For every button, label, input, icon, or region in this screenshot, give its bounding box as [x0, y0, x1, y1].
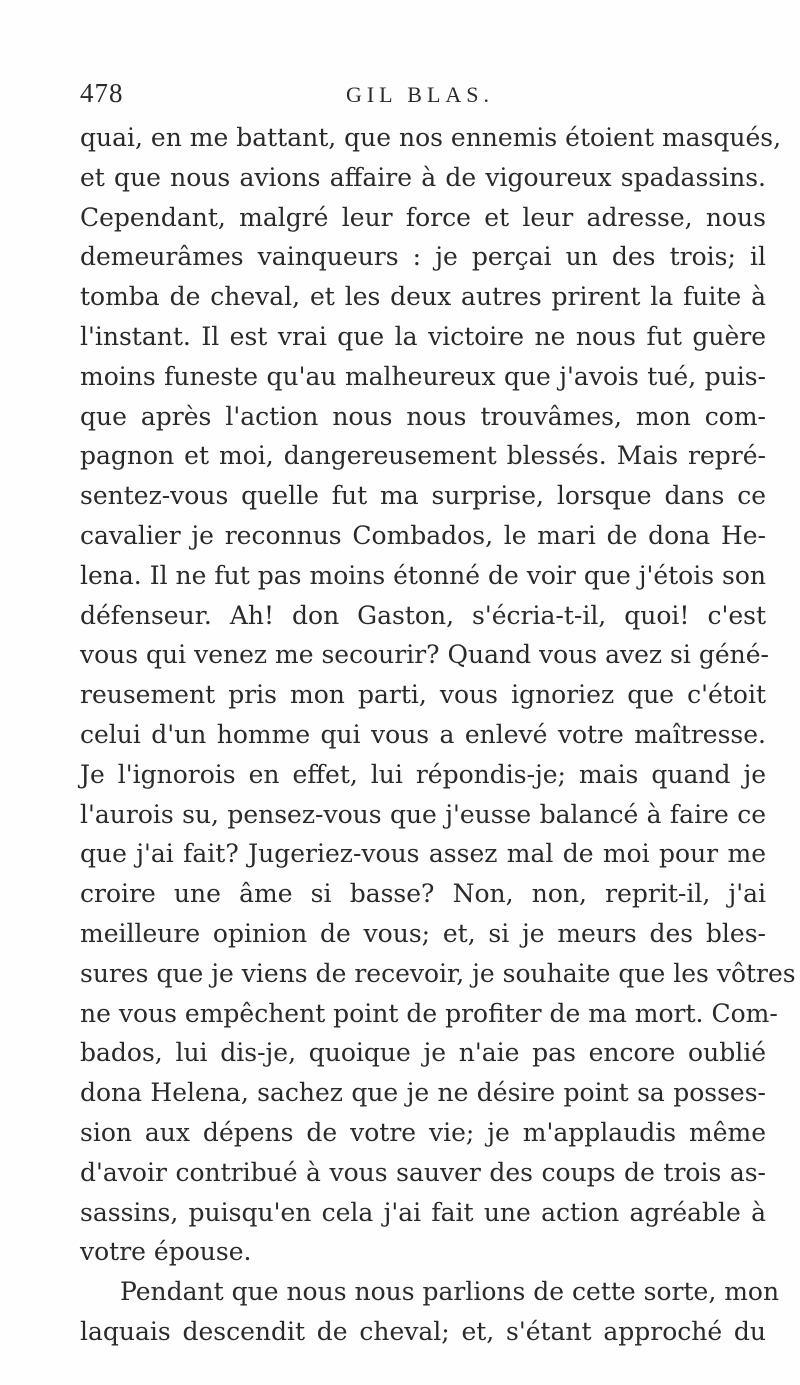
text-line: laquais descendit de cheval; et, s'étant approché du	[80, 1316, 766, 1346]
text-line: reusement pris mon parti, vous ignoriez que c'étoit	[80, 680, 766, 710]
text-line: Cependant, malgré leur force et leur adresse, nous	[80, 202, 766, 232]
text-line: tomba de cheval, et les deux autres prirent la fuite à	[80, 282, 766, 312]
text-line: l'aurois su, pensez-vous que j'eusse balancé à faire ce	[80, 799, 766, 829]
text-line: d'avoir contribué à vous sauver des coups de trois as-	[80, 1157, 766, 1187]
text-line: celui d'un homme qui vous a enlevé votre maîtresse.	[80, 719, 766, 749]
text-line: Je l'ignorois en effet, lui répondis-je; mais quand je	[80, 759, 766, 789]
text-line: que après l'action nous nous trouvâmes, mon com-	[80, 401, 766, 431]
text-line: dona Helena, sachez que je ne désire point sa posses-	[80, 1078, 766, 1108]
text-line: sion aux dépens de votre vie; je m'applaudis même	[80, 1117, 766, 1147]
text-line: meilleure opinion de vous; et, si je meurs des bles-	[80, 918, 766, 948]
text-line: croire une âme si basse? Non, non, reprit-il, j'ai	[80, 879, 766, 909]
paragraph-end-line: votre épouse.	[80, 1237, 252, 1267]
text-line: sassins, puisqu'en cela j'ai fait une action agréable à	[80, 1197, 766, 1227]
text-line: bados, lui dis-je, quoique je n'aie pas encore oublié	[80, 1038, 766, 1068]
text-line: demeurâmes vainqueurs : je perçai un des trois; il	[80, 242, 766, 272]
text-line: pagnon et moi, dangereusement blessés. Mais repré-	[80, 441, 766, 471]
text-line: sures que je viens de recevoir, je souhaite que les vôtres	[80, 958, 796, 988]
text-line: que j'ai fait? Jugeriez-vous assez mal de moi pour me	[80, 839, 766, 869]
paragraph-start-line: Pendant que nous nous parlions de cette sorte, mon	[120, 1277, 780, 1307]
text-line: cavalier je reconnus Combados, le mari de dona He-	[80, 520, 766, 550]
running-title: GIL BLAS.	[345, 82, 495, 107]
text-line: quai, en me battant, que nos ennemis étoient masqués,	[80, 123, 782, 152]
text-line: lena. Il ne fut pas moins étonné de voir que j'étois son	[80, 560, 766, 590]
body-text	[80, 118, 796, 1352]
text-line: l'instant. Il est vrai que la victoire ne nous fut guère	[80, 321, 766, 351]
page-header	[80, 78, 760, 118]
page-number: 478	[80, 78, 124, 108]
text-line: ne vous empêchent point de profiter de ma mort. Com-	[80, 998, 778, 1028]
text-line: défenseur. Ah! don Gaston, s'écria-t-il, quoi! c'est	[80, 600, 766, 630]
text-line: et que nous avions affaire à de vigoureux spadassins.	[80, 162, 766, 192]
text-line: vous qui venez me secourir? Quand vous avez si géné-	[80, 640, 769, 670]
text-line: moins funeste qu'au malheureux que j'avois tué, puis-	[80, 361, 766, 391]
text-line: sentez-vous quelle fut ma surprise, lorsque dans ce	[80, 481, 766, 511]
